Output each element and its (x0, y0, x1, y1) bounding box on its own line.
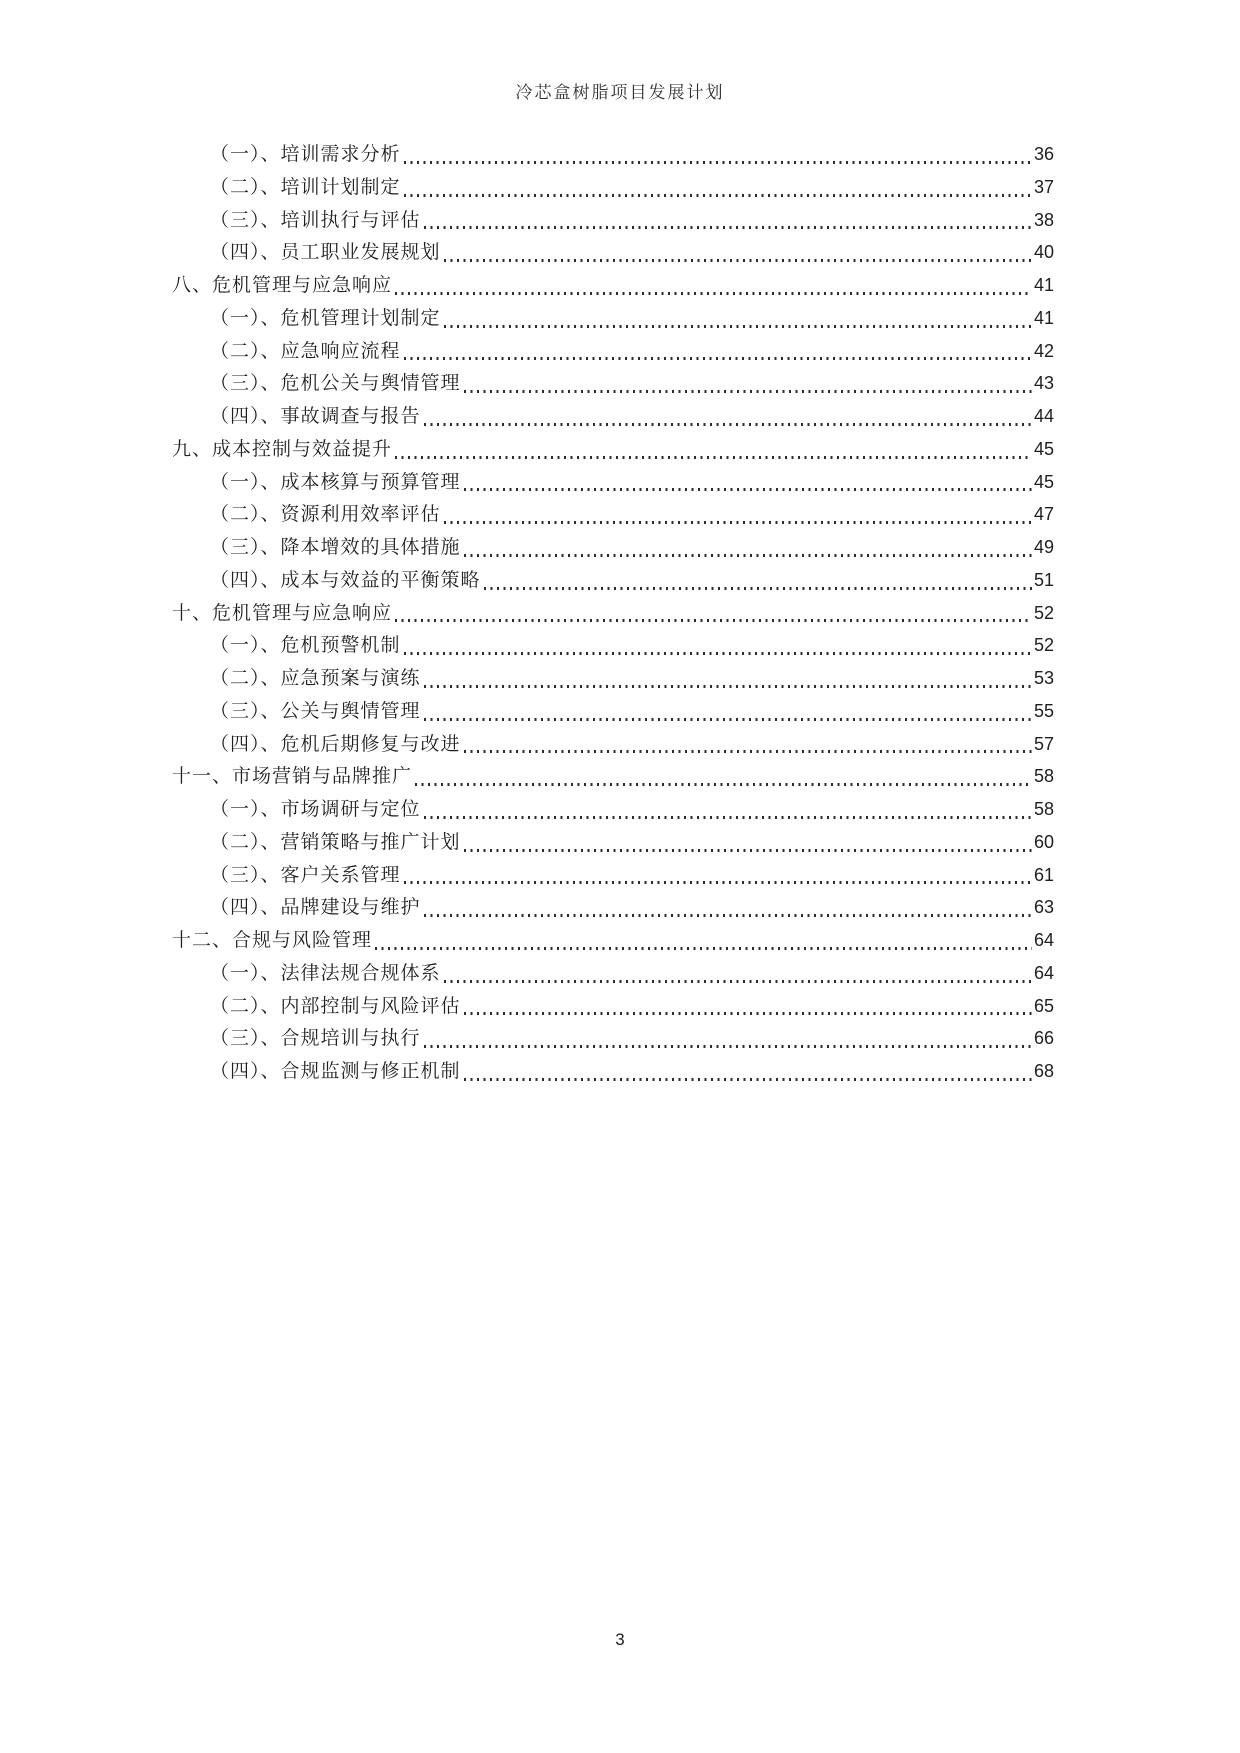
toc-entry[interactable] (172, 236, 1054, 269)
toc-entry-label: （四）、危机后期修复与改进 (210, 733, 461, 755)
toc-entry[interactable] (172, 204, 1054, 237)
toc-entry-label: （二）、营销策略与推广计划 (210, 831, 461, 853)
dot-leader (464, 488, 1032, 491)
toc-entry-page: 38 (1033, 209, 1054, 230)
toc-entry[interactable] (172, 171, 1054, 204)
toc-entry-label: 九、成本控制与效益提升 (172, 438, 393, 460)
dot-leader (404, 652, 1032, 655)
toc-entry-label: （三）、公关与舆情管理 (210, 700, 421, 722)
toc-entry-label: 十、危机管理与应急响应 (172, 602, 393, 624)
toc-entry-page: 45 (1033, 471, 1054, 492)
toc-entry[interactable] (172, 760, 1054, 793)
toc-entry-page: 52 (1033, 635, 1054, 656)
toc-entry-page: 37 (1033, 176, 1054, 197)
toc-entry-page: 68 (1033, 1061, 1054, 1081)
toc-entry-label: （四）、事故调查与报告 (210, 406, 421, 427)
dot-leader (464, 1012, 1032, 1015)
toc-entry[interactable] (172, 335, 1054, 368)
dot-leader (444, 521, 1032, 524)
toc-entry-label: （四）、合规监测与修正机制 (210, 1061, 461, 1082)
dot-leader (464, 390, 1032, 393)
toc-entry-label: 八、危机管理与应急响应 (172, 275, 393, 296)
toc-entry-page: 60 (1033, 831, 1054, 852)
toc-entry-page: 43 (1033, 373, 1054, 394)
dot-leader (415, 783, 1032, 786)
dot-leader (404, 357, 1032, 360)
dot-leader (424, 914, 1032, 917)
dot-leader (484, 587, 1032, 590)
toc-entry[interactable] (172, 957, 1054, 990)
dot-leader (464, 849, 1032, 852)
toc-entry-page: 65 (1033, 995, 1054, 1016)
dot-leader (375, 947, 1032, 950)
toc-entry[interactable] (172, 269, 1054, 302)
toc-entry[interactable] (172, 1022, 1054, 1055)
toc-entry-label: （一）、危机预警机制 (210, 635, 401, 657)
toc-entry[interactable] (172, 400, 1054, 433)
toc-entry-page: 64 (1033, 962, 1054, 983)
toc-entry-page: 63 (1033, 897, 1054, 918)
dot-leader (444, 259, 1032, 262)
toc-entry-label: （二）、资源利用效率评估 (210, 504, 441, 526)
toc-entry-label: （三）、培训执行与评估 (210, 209, 421, 231)
toc-entry[interactable] (172, 466, 1054, 499)
toc-entry-label: （二）、培训计划制定 (210, 176, 401, 198)
toc-entry-page: 42 (1033, 340, 1054, 361)
toc-entry-page: 36 (1033, 144, 1054, 164)
dot-leader (464, 750, 1032, 753)
document-header-title: 冷芯盒树脂项目发展计划 (515, 83, 725, 102)
toc-entry-page: 55 (1033, 700, 1054, 721)
dot-leader (424, 685, 1032, 688)
toc-entry-label: （一）、成本核算与预算管理 (210, 471, 461, 493)
toc-entry-page: 58 (1033, 766, 1054, 787)
toc-entry[interactable] (172, 662, 1054, 695)
dot-leader (395, 456, 1032, 459)
toc-entry-label: 十二、合规与风险管理 (172, 930, 373, 951)
toc-entry-page: 52 (1033, 602, 1054, 623)
toc-entry[interactable] (172, 498, 1054, 531)
toc-entry[interactable] (172, 1055, 1054, 1088)
dot-leader (404, 194, 1032, 197)
toc-entry-page: 64 (1033, 930, 1054, 950)
toc-entry[interactable] (172, 629, 1054, 662)
toc-entry[interactable] (172, 990, 1054, 1023)
toc-entry-page: 53 (1033, 668, 1054, 688)
table-of-contents (172, 138, 1054, 1088)
toc-entry-page: 49 (1033, 537, 1054, 557)
toc-entry-page: 47 (1033, 504, 1054, 525)
page-number: 3 (615, 1630, 625, 1649)
toc-entry-label: （四）、品牌建设与维护 (210, 897, 421, 919)
dot-leader (404, 881, 1032, 884)
dot-leader (424, 816, 1032, 819)
toc-entry-page: 41 (1033, 275, 1054, 295)
dot-leader (395, 292, 1032, 295)
toc-entry-page: 41 (1033, 307, 1054, 328)
toc-entry[interactable] (172, 859, 1054, 892)
dot-leader (424, 1045, 1032, 1048)
toc-entry-label: 十一、市场营销与品牌推广 (172, 766, 413, 788)
toc-entry-label: （四）、员工职业发展规划 (210, 242, 441, 264)
toc-entry-label: （四）、成本与效益的平衡策略 (210, 569, 481, 591)
toc-entry[interactable] (172, 433, 1054, 466)
toc-entry-page: 66 (1033, 1028, 1054, 1049)
toc-entry-label: （一）、法律法规合规体系 (210, 962, 441, 984)
toc-entry[interactable] (172, 728, 1054, 761)
dot-leader (444, 325, 1032, 328)
toc-entry-label: （一）、培训需求分析 (210, 144, 401, 165)
toc-entry-label: （一）、市场调研与定位 (210, 799, 421, 820)
toc-entry-page: 40 (1033, 242, 1054, 263)
toc-entry-page: 51 (1033, 569, 1054, 590)
toc-entry[interactable] (172, 891, 1054, 924)
toc-entry[interactable] (172, 826, 1054, 859)
toc-entry-label: （一）、危机管理计划制定 (210, 307, 441, 329)
toc-entry-page: 44 (1033, 406, 1054, 426)
dot-leader (464, 554, 1032, 557)
toc-entry[interactable] (172, 531, 1054, 564)
toc-entry[interactable] (172, 597, 1054, 630)
dot-leader (424, 423, 1032, 426)
toc-entry-label: （三）、降本增效的具体措施 (210, 537, 461, 558)
toc-entry[interactable] (172, 924, 1054, 957)
toc-entry[interactable] (172, 695, 1054, 728)
toc-entry-label: （三）、合规培训与执行 (210, 1028, 421, 1050)
dot-leader (424, 718, 1032, 721)
dot-leader (424, 226, 1032, 229)
toc-entry[interactable] (172, 302, 1054, 335)
toc-entry-page: 58 (1033, 799, 1054, 819)
toc-entry[interactable] (172, 793, 1054, 826)
toc-entry-page: 45 (1033, 438, 1054, 459)
toc-entry[interactable] (172, 367, 1054, 400)
dot-leader (395, 619, 1032, 622)
toc-entry-page: 57 (1033, 733, 1054, 754)
toc-entry-label: （三）、客户关系管理 (210, 864, 401, 886)
toc-entry-label: （二）、应急响应流程 (210, 340, 401, 362)
toc-entry-label: （二）、应急预案与演练 (210, 668, 421, 689)
dot-leader (404, 161, 1032, 164)
dot-leader (464, 1078, 1032, 1081)
toc-entry-page: 61 (1033, 864, 1054, 885)
toc-entry[interactable] (172, 564, 1054, 597)
toc-entry-label: （二）、内部控制与风险评估 (210, 995, 461, 1017)
toc-entry-label: （三）、危机公关与舆情管理 (210, 373, 461, 395)
dot-leader (444, 980, 1032, 983)
toc-entry[interactable] (172, 138, 1054, 171)
